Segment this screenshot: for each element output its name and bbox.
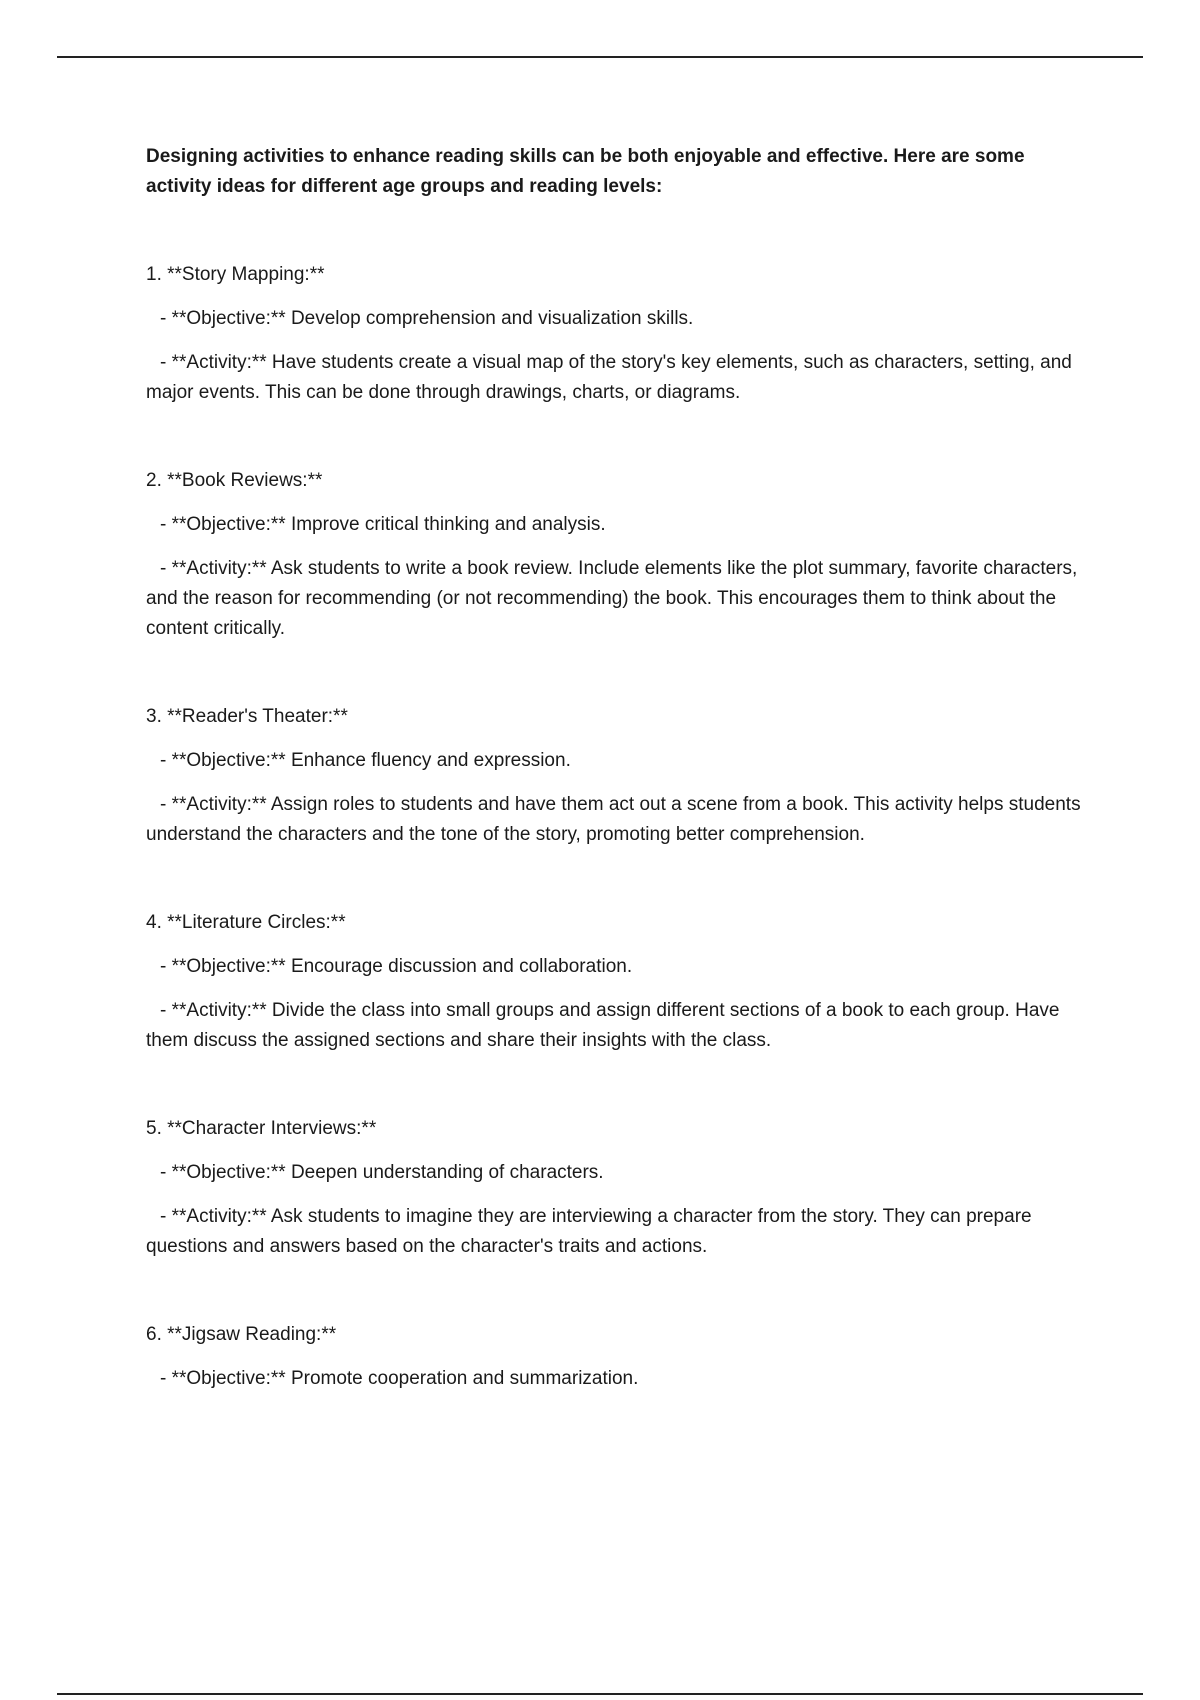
item-title: 5. **Character Interviews:** bbox=[146, 1118, 377, 1139]
item-objective: - **Objective:** Enhance fluency and expression. bbox=[160, 750, 571, 771]
list-item bbox=[146, 702, 1086, 850]
list-item bbox=[146, 1114, 1086, 1262]
item-title: 1. **Story Mapping:** bbox=[146, 264, 325, 285]
document-body bbox=[146, 142, 1086, 1394]
item-title: 6. **Jigsaw Reading:** bbox=[146, 1324, 337, 1345]
list-item bbox=[146, 908, 1086, 1056]
item-activity: - **Activity:** Ask students to imagine they are interviewing a character from the story. They can prepare questions and answers based on the character's traits and actions. bbox=[146, 1206, 1032, 1257]
item-activity: - **Activity:** Divide the class into small groups and assign different sections of a book to each group. Have them discuss the assigned sections and share their insights with the class. bbox=[146, 1000, 1060, 1051]
item-activity: - **Activity:** Ask students to write a book review. Include elements like the plot summary, favorite characters, and the reason for recommending (or not recommending) the book. This encourages them to think about the content critically. bbox=[146, 558, 1078, 639]
list-item bbox=[146, 466, 1086, 644]
list-item bbox=[146, 260, 1086, 408]
footer-rule bbox=[57, 1693, 1143, 1695]
intro-paragraph: Designing activities to enhance reading skills can be both enjoyable and effective. Here are some activity ideas for different age groups and reading levels: bbox=[146, 146, 1025, 197]
item-title: 3. **Reader's Theater:** bbox=[146, 706, 348, 727]
item-title: 4. **Literature Circles:** bbox=[146, 912, 346, 933]
item-objective: - **Objective:** Improve critical thinking and analysis. bbox=[160, 514, 606, 535]
item-objective: - **Objective:** Encourage discussion and collaboration. bbox=[160, 956, 633, 977]
item-title: 2. **Book Reviews:** bbox=[146, 470, 323, 491]
header-rule bbox=[57, 56, 1143, 58]
item-activity: - **Activity:** Assign roles to students and have them act out a scene from a book. This activity helps students understand the characters and the tone of the story, promoting better comprehension. bbox=[146, 794, 1081, 845]
item-objective: - **Objective:** Promote cooperation and summarization. bbox=[160, 1368, 639, 1389]
item-objective: - **Objective:** Deepen understanding of characters. bbox=[160, 1162, 604, 1183]
list-item bbox=[146, 1320, 1086, 1394]
item-activity: - **Activity:** Have students create a visual map of the story's key elements, such as characters, setting, and major events. This can be done through drawings, charts, or diagrams. bbox=[146, 352, 1072, 403]
item-objective: - **Objective:** Develop comprehension and visualization skills. bbox=[160, 308, 694, 329]
